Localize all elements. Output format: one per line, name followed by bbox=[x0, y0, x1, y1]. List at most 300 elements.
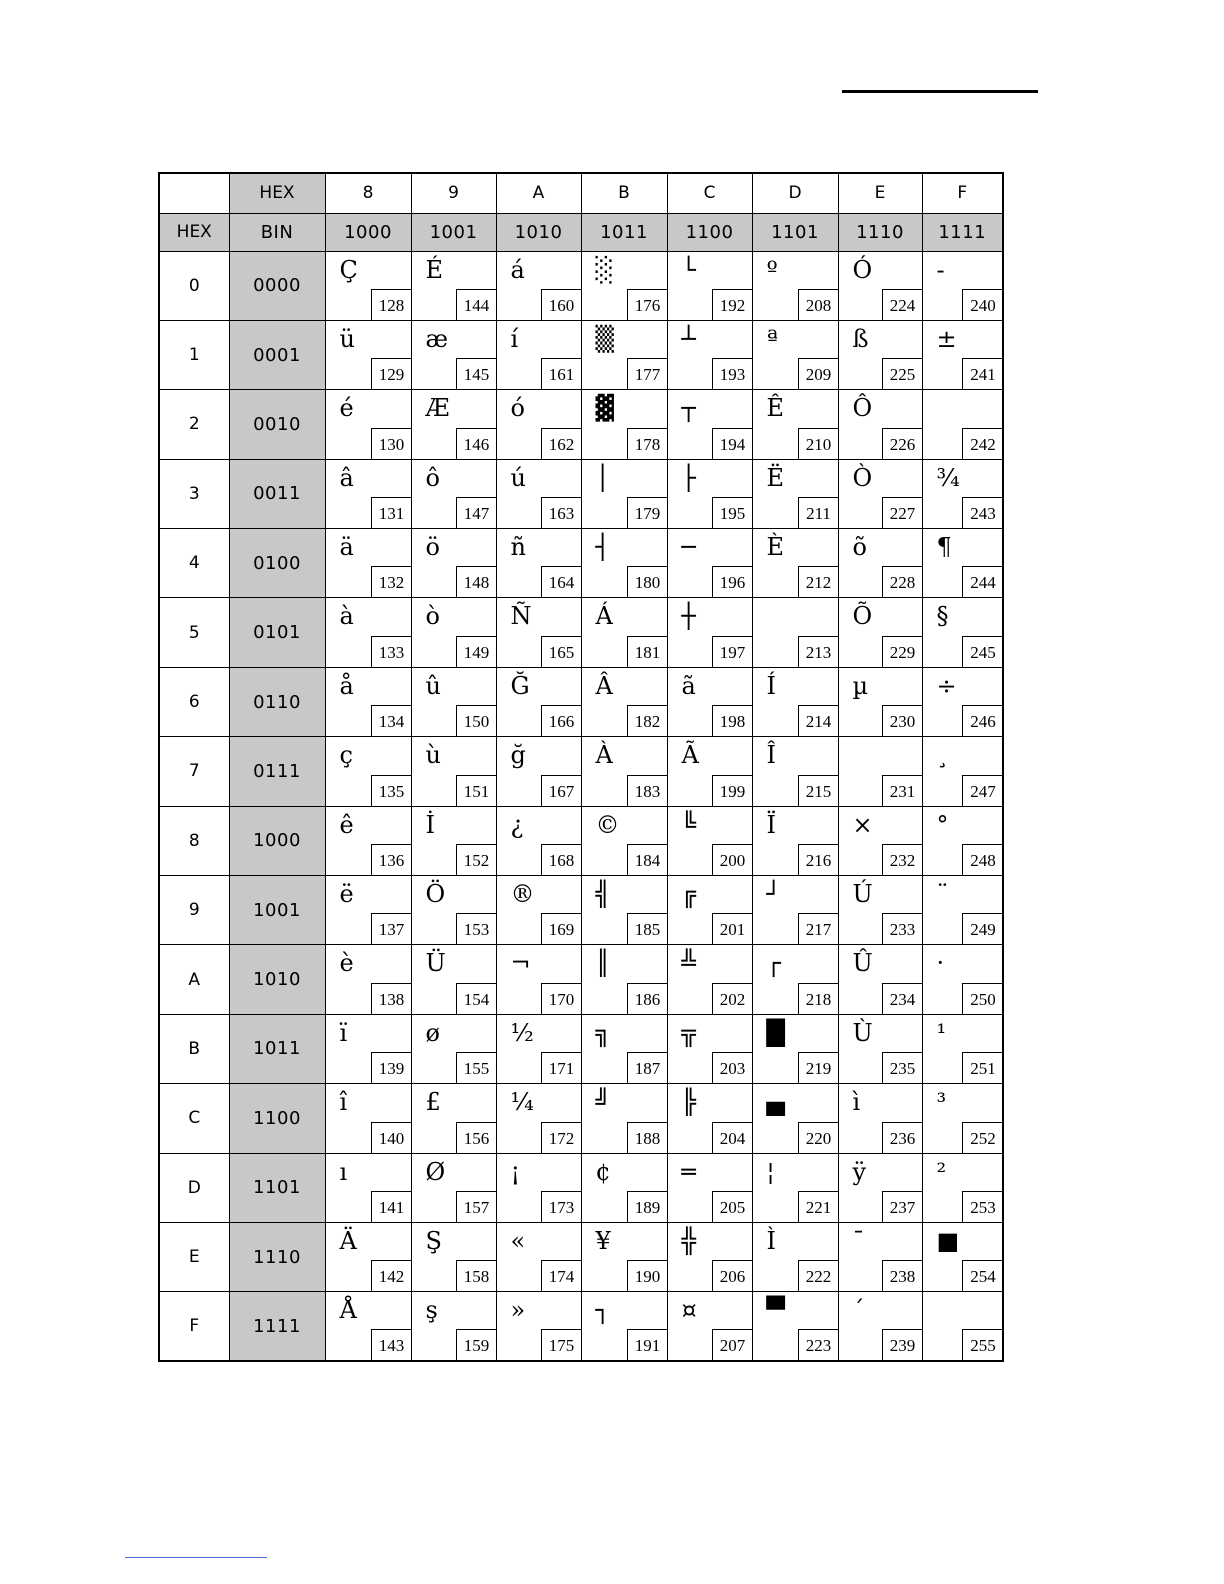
char-glyph: µ bbox=[852, 671, 869, 700]
char-cell bbox=[496, 1292, 581, 1361]
char-glyph: ¿ bbox=[510, 810, 524, 839]
char-code: 148 bbox=[456, 566, 497, 598]
char-glyph: └ bbox=[681, 255, 696, 284]
char-glyph: Ç bbox=[339, 255, 358, 284]
char-code: 164 bbox=[541, 566, 582, 598]
char-cell bbox=[411, 737, 496, 806]
char-cell bbox=[752, 1014, 838, 1083]
char-cell bbox=[411, 945, 496, 1014]
char-glyph: ╗ bbox=[595, 1018, 610, 1047]
char-glyph: ┴ bbox=[681, 324, 696, 353]
table-row bbox=[159, 945, 1003, 1014]
char-code: 241 bbox=[962, 358, 1003, 390]
char-cell bbox=[752, 876, 838, 945]
char-glyph: ▓ bbox=[595, 394, 614, 423]
char-code: 197 bbox=[712, 636, 753, 668]
char-glyph: × bbox=[852, 810, 873, 839]
char-cell bbox=[838, 1222, 922, 1291]
char-glyph: ├ bbox=[681, 463, 696, 492]
char-glyph: © bbox=[595, 810, 620, 839]
row-bin-label: 0011 bbox=[229, 459, 325, 528]
char-glyph: Ó bbox=[852, 255, 873, 284]
char-cell bbox=[922, 251, 1003, 320]
char-glyph: ı bbox=[339, 1157, 348, 1186]
char-cell bbox=[496, 1084, 581, 1153]
bin-header-label: BIN bbox=[229, 213, 325, 251]
char-cell bbox=[752, 1292, 838, 1361]
row-hex-label: 0 bbox=[159, 251, 229, 320]
char-cell bbox=[496, 737, 581, 806]
char-glyph: Ì bbox=[766, 1226, 776, 1255]
row-hex-label: 5 bbox=[159, 598, 229, 667]
char-code: 216 bbox=[798, 844, 839, 876]
char-glyph: ¤ bbox=[681, 1296, 697, 1325]
char-code: 253 bbox=[962, 1191, 1003, 1223]
char-cell bbox=[838, 945, 922, 1014]
char-cell bbox=[838, 876, 922, 945]
char-cell bbox=[411, 667, 496, 736]
char-glyph: î bbox=[339, 1088, 348, 1117]
char-cell bbox=[838, 806, 922, 875]
column-bin: 1100 bbox=[667, 213, 752, 251]
char-cell bbox=[667, 1084, 752, 1153]
row-hex-label: E bbox=[159, 1222, 229, 1291]
char-glyph: ╝ bbox=[595, 1088, 610, 1117]
char-code: 171 bbox=[541, 1052, 582, 1084]
char-glyph: ø bbox=[425, 1018, 440, 1047]
char-cell bbox=[411, 251, 496, 320]
char-code: 226 bbox=[882, 428, 923, 460]
char-code: 138 bbox=[371, 983, 412, 1015]
column-bin: 1001 bbox=[411, 213, 496, 251]
char-code: 131 bbox=[371, 497, 412, 529]
char-code: 145 bbox=[456, 358, 497, 390]
char-code: 166 bbox=[541, 705, 582, 737]
char-glyph: - bbox=[936, 255, 945, 284]
char-cell bbox=[922, 1222, 1003, 1291]
column-hex: A bbox=[496, 173, 581, 213]
char-code: 229 bbox=[882, 636, 923, 668]
row-bin-label: 1100 bbox=[229, 1084, 325, 1153]
char-glyph: Ğ bbox=[510, 671, 530, 700]
char-code: 160 bbox=[541, 289, 582, 321]
char-code: 151 bbox=[456, 775, 497, 807]
char-glyph: ═ bbox=[681, 1157, 696, 1186]
char-glyph: ì bbox=[852, 1088, 861, 1117]
row-bin-label: 0110 bbox=[229, 667, 325, 736]
char-glyph: ─ bbox=[681, 533, 696, 562]
char-code: 211 bbox=[798, 497, 839, 529]
char-code: 176 bbox=[627, 289, 668, 321]
char-glyph: ª bbox=[766, 324, 778, 353]
char-glyph: É bbox=[425, 255, 444, 284]
char-code: 234 bbox=[882, 983, 923, 1015]
char-cell bbox=[411, 320, 496, 389]
char-cell bbox=[325, 1084, 411, 1153]
char-code: 198 bbox=[712, 705, 753, 737]
char-glyph: ² bbox=[936, 1157, 947, 1186]
char-glyph: ú bbox=[510, 463, 526, 492]
char-glyph: Ş bbox=[425, 1226, 442, 1255]
char-cell bbox=[752, 737, 838, 806]
char-glyph: ╦ bbox=[681, 1018, 696, 1047]
char-glyph: ▒ bbox=[595, 324, 614, 353]
char-glyph: ó bbox=[510, 394, 525, 423]
char-code: 243 bbox=[962, 497, 1003, 529]
char-code: 155 bbox=[456, 1052, 497, 1084]
char-glyph: ç bbox=[339, 741, 353, 770]
char-cell bbox=[922, 320, 1003, 389]
char-cell bbox=[496, 667, 581, 736]
char-glyph: ß bbox=[852, 324, 869, 353]
char-cell bbox=[752, 529, 838, 598]
char-code: 161 bbox=[541, 358, 582, 390]
row-bin-label: 1101 bbox=[229, 1153, 325, 1222]
column-hex: B bbox=[581, 173, 667, 213]
row-bin-label: 1110 bbox=[229, 1222, 325, 1291]
row-hex-label: D bbox=[159, 1153, 229, 1222]
char-cell bbox=[325, 1292, 411, 1361]
char-glyph: ® bbox=[510, 880, 535, 909]
char-cell bbox=[581, 459, 667, 528]
char-code: 212 bbox=[798, 566, 839, 598]
char-code: 157 bbox=[456, 1191, 497, 1223]
char-glyph: § bbox=[936, 602, 949, 631]
char-glyph: █ bbox=[766, 1018, 785, 1047]
row-bin-label: 1000 bbox=[229, 806, 325, 875]
char-code: 208 bbox=[798, 289, 839, 321]
char-code: 150 bbox=[456, 705, 497, 737]
row-bin-label: 1011 bbox=[229, 1014, 325, 1083]
char-code: 169 bbox=[541, 913, 582, 945]
char-cell bbox=[752, 598, 838, 667]
char-glyph: Â bbox=[595, 671, 613, 700]
char-cell bbox=[581, 251, 667, 320]
char-code: 165 bbox=[541, 636, 582, 668]
char-glyph: ¢ bbox=[595, 1157, 611, 1186]
char-cell bbox=[411, 876, 496, 945]
char-code: 200 bbox=[712, 844, 753, 876]
char-code: 188 bbox=[627, 1122, 668, 1154]
char-code: 236 bbox=[882, 1122, 923, 1154]
char-cell bbox=[838, 1292, 922, 1361]
char-glyph: ╚ bbox=[681, 810, 696, 839]
char-code: 135 bbox=[371, 775, 412, 807]
char-code: 232 bbox=[882, 844, 923, 876]
char-code: 194 bbox=[712, 428, 753, 460]
char-code: 180 bbox=[627, 566, 668, 598]
char-glyph: ö bbox=[425, 533, 440, 562]
char-cell bbox=[838, 1084, 922, 1153]
table-row bbox=[159, 1222, 1003, 1291]
char-cell bbox=[922, 1292, 1003, 1361]
char-code: 251 bbox=[962, 1052, 1003, 1084]
char-cell bbox=[667, 1222, 752, 1291]
char-code: 250 bbox=[962, 983, 1003, 1015]
char-code: 248 bbox=[962, 844, 1003, 876]
char-cell bbox=[838, 320, 922, 389]
char-code: 245 bbox=[962, 636, 1003, 668]
char-cell bbox=[496, 1222, 581, 1291]
char-glyph: Ë bbox=[766, 463, 785, 492]
column-hex: D bbox=[752, 173, 838, 213]
char-code: 233 bbox=[882, 913, 923, 945]
char-glyph: ï bbox=[339, 1018, 348, 1047]
char-code: 215 bbox=[798, 775, 839, 807]
table-row bbox=[159, 876, 1003, 945]
row-bin-label: 1010 bbox=[229, 945, 325, 1014]
row-hex-header-label: HEX bbox=[159, 213, 229, 251]
char-code: 195 bbox=[712, 497, 753, 529]
char-glyph: ä bbox=[339, 533, 354, 562]
char-glyph: ┌ bbox=[766, 949, 781, 978]
char-glyph: ğ bbox=[510, 741, 526, 770]
char-cell bbox=[752, 390, 838, 459]
char-code: 141 bbox=[371, 1191, 412, 1223]
char-code: 142 bbox=[371, 1260, 412, 1292]
char-cell bbox=[667, 1292, 752, 1361]
char-glyph: ô bbox=[425, 463, 440, 492]
char-code: 132 bbox=[371, 566, 412, 598]
char-cell bbox=[838, 667, 922, 736]
char-glyph: Ô bbox=[852, 394, 873, 423]
char-glyph: Ø bbox=[425, 1157, 446, 1186]
char-code: 187 bbox=[627, 1052, 668, 1084]
char-cell bbox=[411, 529, 496, 598]
char-cell bbox=[496, 1014, 581, 1083]
char-cell bbox=[411, 598, 496, 667]
char-code: 173 bbox=[541, 1191, 582, 1223]
char-cell bbox=[667, 1014, 752, 1083]
row-bin-label: 1111 bbox=[229, 1292, 325, 1361]
char-glyph: ╬ bbox=[681, 1226, 696, 1255]
row-bin-label: 1001 bbox=[229, 876, 325, 945]
char-cell bbox=[325, 667, 411, 736]
column-hex: C bbox=[667, 173, 752, 213]
char-code: 209 bbox=[798, 358, 839, 390]
char-code: 178 bbox=[627, 428, 668, 460]
char-code: 179 bbox=[627, 497, 668, 529]
column-bin: 1010 bbox=[496, 213, 581, 251]
char-cell bbox=[496, 390, 581, 459]
char-glyph: ║ bbox=[595, 949, 610, 978]
char-glyph: Ê bbox=[766, 394, 785, 423]
char-code: 220 bbox=[798, 1122, 839, 1154]
char-code: 156 bbox=[456, 1122, 497, 1154]
row-hex-label: A bbox=[159, 945, 229, 1014]
char-cell bbox=[667, 390, 752, 459]
char-cell bbox=[581, 598, 667, 667]
char-glyph: ´ bbox=[852, 1296, 865, 1325]
char-glyph: â bbox=[339, 463, 354, 492]
char-cell bbox=[667, 598, 752, 667]
char-glyph: Ù bbox=[852, 1018, 873, 1047]
char-glyph: ┬ bbox=[681, 394, 696, 423]
char-glyph: · bbox=[936, 949, 945, 978]
char-code: 144 bbox=[456, 289, 497, 321]
char-glyph: « bbox=[510, 1226, 526, 1255]
char-cell bbox=[667, 737, 752, 806]
char-cell bbox=[496, 598, 581, 667]
char-code: 218 bbox=[798, 983, 839, 1015]
header-rule bbox=[842, 90, 1038, 93]
char-code: 247 bbox=[962, 775, 1003, 807]
char-cell bbox=[922, 737, 1003, 806]
char-code: 228 bbox=[882, 566, 923, 598]
char-cell bbox=[922, 390, 1003, 459]
char-cell bbox=[922, 667, 1003, 736]
row-hex-label: B bbox=[159, 1014, 229, 1083]
char-glyph: │ bbox=[595, 463, 610, 492]
char-cell bbox=[667, 1153, 752, 1222]
char-cell bbox=[581, 806, 667, 875]
char-code: 146 bbox=[456, 428, 497, 460]
row-hex-label: 8 bbox=[159, 806, 229, 875]
char-glyph: ▀ bbox=[766, 1296, 785, 1325]
char-code: 181 bbox=[627, 636, 668, 668]
char-glyph: ò bbox=[425, 602, 440, 631]
table-row bbox=[159, 737, 1003, 806]
char-code: 207 bbox=[712, 1329, 753, 1361]
column-hex: 8 bbox=[325, 173, 411, 213]
char-glyph: ┐ bbox=[595, 1296, 610, 1325]
char-code: 214 bbox=[798, 705, 839, 737]
char-cell bbox=[667, 529, 752, 598]
char-code: 210 bbox=[798, 428, 839, 460]
char-glyph: ╔ bbox=[681, 880, 696, 909]
char-code: 225 bbox=[882, 358, 923, 390]
column-bin: 1101 bbox=[752, 213, 838, 251]
char-code: 134 bbox=[371, 705, 412, 737]
char-code: 167 bbox=[541, 775, 582, 807]
char-cell bbox=[325, 390, 411, 459]
char-code: 140 bbox=[371, 1122, 412, 1154]
char-cell bbox=[752, 667, 838, 736]
char-cell bbox=[411, 459, 496, 528]
char-glyph: ╠ bbox=[681, 1088, 696, 1117]
char-cell bbox=[667, 945, 752, 1014]
char-glyph: ¯ bbox=[852, 1226, 865, 1255]
char-code: 249 bbox=[962, 913, 1003, 945]
char-cell bbox=[581, 1222, 667, 1291]
char-glyph: ░ bbox=[595, 255, 614, 284]
char-code: 158 bbox=[456, 1260, 497, 1292]
char-glyph: ¾ bbox=[936, 463, 960, 492]
char-glyph: » bbox=[510, 1296, 526, 1325]
char-cell bbox=[667, 251, 752, 320]
row-hex-label: C bbox=[159, 1084, 229, 1153]
char-code: 254 bbox=[962, 1260, 1003, 1292]
char-glyph: í bbox=[510, 324, 519, 353]
char-glyph: á bbox=[510, 255, 525, 284]
char-glyph: à bbox=[339, 602, 354, 631]
char-code: 183 bbox=[627, 775, 668, 807]
char-code: 153 bbox=[456, 913, 497, 945]
char-glyph: Á bbox=[595, 602, 613, 631]
char-glyph: ù bbox=[425, 741, 441, 770]
char-code: 136 bbox=[371, 844, 412, 876]
table-row bbox=[159, 529, 1003, 598]
char-cell bbox=[325, 598, 411, 667]
char-cell bbox=[325, 806, 411, 875]
char-code: 221 bbox=[798, 1191, 839, 1223]
char-cell bbox=[496, 876, 581, 945]
table-row bbox=[159, 251, 1003, 320]
char-glyph: ¸ bbox=[936, 741, 949, 770]
char-cell bbox=[496, 251, 581, 320]
char-cell bbox=[752, 459, 838, 528]
char-cell bbox=[838, 251, 922, 320]
char-cell bbox=[581, 1292, 667, 1361]
char-cell bbox=[752, 1153, 838, 1222]
char-cell bbox=[838, 1014, 922, 1083]
char-cell bbox=[411, 1084, 496, 1153]
char-code: 139 bbox=[371, 1052, 412, 1084]
char-glyph: ╩ bbox=[681, 949, 696, 978]
char-glyph: ³ bbox=[936, 1088, 947, 1117]
char-glyph: ½ bbox=[510, 1018, 534, 1047]
char-code: 222 bbox=[798, 1260, 839, 1292]
char-code: 190 bbox=[627, 1260, 668, 1292]
char-glyph: ¡ bbox=[510, 1157, 521, 1186]
char-code: 175 bbox=[541, 1329, 582, 1361]
char-code: 147 bbox=[456, 497, 497, 529]
char-cell bbox=[667, 806, 752, 875]
char-glyph: ÿ bbox=[852, 1157, 867, 1186]
row-bin-label: 0101 bbox=[229, 598, 325, 667]
char-cell bbox=[581, 1153, 667, 1222]
char-glyph: é bbox=[339, 394, 354, 423]
char-glyph: Æ bbox=[425, 394, 450, 423]
char-code: 202 bbox=[712, 983, 753, 1015]
char-glyph: Û bbox=[852, 949, 873, 978]
char-glyph: ã bbox=[681, 671, 696, 700]
row-bin-label: 0111 bbox=[229, 737, 325, 806]
corner-cell bbox=[159, 173, 229, 213]
char-cell bbox=[922, 529, 1003, 598]
row-bin-label: 0000 bbox=[229, 251, 325, 320]
char-code: 163 bbox=[541, 497, 582, 529]
table-row bbox=[159, 1292, 1003, 1361]
char-code: 184 bbox=[627, 844, 668, 876]
char-glyph: Ò bbox=[852, 463, 873, 492]
row-bin-label: 0010 bbox=[229, 390, 325, 459]
char-cell bbox=[838, 459, 922, 528]
char-glyph: Í bbox=[766, 671, 776, 700]
char-cell bbox=[325, 1222, 411, 1291]
char-cell bbox=[752, 945, 838, 1014]
char-code: 242 bbox=[962, 428, 1003, 460]
row-hex-label: 1 bbox=[159, 320, 229, 389]
char-cell bbox=[496, 806, 581, 875]
hex-header-row bbox=[159, 173, 1003, 213]
column-bin: 1000 bbox=[325, 213, 411, 251]
char-glyph: Õ bbox=[852, 602, 873, 631]
char-cell bbox=[581, 390, 667, 459]
char-code: 230 bbox=[882, 705, 923, 737]
bin-header-row bbox=[159, 213, 1003, 251]
char-cell bbox=[581, 667, 667, 736]
row-hex-label: 7 bbox=[159, 737, 229, 806]
char-cell bbox=[411, 1014, 496, 1083]
char-glyph: ■ bbox=[936, 1226, 960, 1255]
char-cell bbox=[922, 945, 1003, 1014]
char-glyph: æ bbox=[425, 324, 449, 353]
char-glyph: ÷ bbox=[936, 671, 957, 700]
char-code: 224 bbox=[882, 289, 923, 321]
char-cell bbox=[496, 945, 581, 1014]
char-code: 143 bbox=[371, 1329, 412, 1361]
